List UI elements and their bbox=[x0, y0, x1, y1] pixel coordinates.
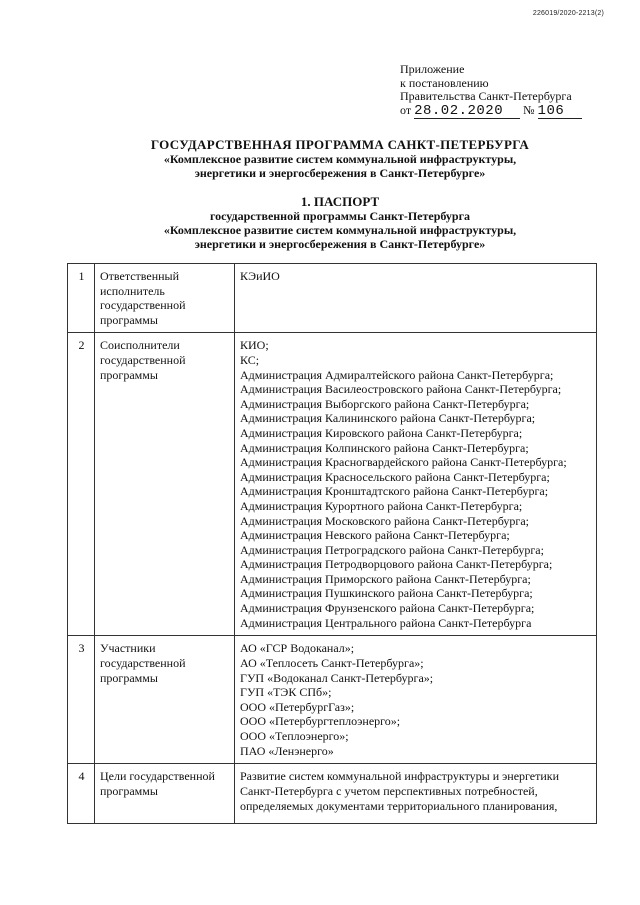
value-line: Администрация Калининского района Санкт-Петербурга; bbox=[240, 411, 536, 426]
passport-heading: 1. ПАСПОРТ bbox=[300, 194, 380, 209]
annex-number: 106 bbox=[537, 102, 565, 119]
program-title-sub-1: «Комплексное развитие систем коммунальной инфраструктуры, bbox=[163, 152, 517, 166]
annex-line-2: к постановлению bbox=[400, 75, 489, 90]
value-line: КИО; bbox=[240, 338, 269, 353]
table-row bbox=[68, 764, 597, 824]
passport-sub-2: «Комплексное развитие систем коммунальной инфраструктуры, bbox=[163, 223, 517, 237]
annex-date-row bbox=[400, 104, 582, 119]
row-value bbox=[235, 264, 597, 333]
value-line: Администрация Приморского района Санкт-Петербурга; bbox=[240, 571, 531, 586]
row-label: Цели государственной программы bbox=[95, 764, 235, 824]
program-title-main: ГОСУДАРСТВЕННАЯ ПРОГРАММА САНКТ-ПЕТЕРБУРГА bbox=[150, 137, 530, 152]
value-line: КС; bbox=[240, 352, 260, 367]
annex-date-prefix: от bbox=[400, 102, 412, 117]
document-registration-code: 226019/2020-2213(2) bbox=[532, 10, 604, 17]
row-label: Участники государственной программы bbox=[95, 636, 235, 764]
value-line: ООО «Теплоэнерго»; bbox=[240, 728, 349, 743]
row-label: Соисполнители государственной программы bbox=[95, 333, 235, 636]
value-line: Администрация Кировского района Санкт-Петербурга; bbox=[240, 425, 523, 440]
value-line: Администрация Красносельского района Санкт-Петербурга; bbox=[240, 469, 550, 484]
value-line: ООО «Петербургтеплоэнерго»; bbox=[240, 714, 401, 729]
value-line: Администрация Центрального района Санкт-Петербурга bbox=[240, 615, 532, 630]
value-line: Администрация Петродворцового района Санкт-Петербурга; bbox=[240, 557, 553, 572]
value-line: ГУП «ТЭК СПб»; bbox=[240, 685, 332, 700]
value-line: Администрация Московского района Санкт-Петербурга; bbox=[240, 513, 529, 528]
value-line: Администрация Василеостровского района Санкт-Петербурга; bbox=[240, 382, 562, 397]
annex-line-3: Правительства Санкт-Петербурга bbox=[400, 89, 572, 103]
row-label: Ответственный исполнитель государственной программы bbox=[95, 264, 235, 333]
passport-sub-3: энергетики и энергосбережения в Санкт-Петербурге» bbox=[194, 237, 486, 251]
annex-date: 28.02.2020 bbox=[414, 102, 504, 119]
value-line: Администрация Адмиралтейского района Санкт-Петербурга; bbox=[240, 367, 554, 382]
value-line: АО «ГСР Водоканал»; bbox=[240, 641, 355, 656]
annex-number-prefix: № bbox=[523, 102, 535, 117]
annex-line-1: Приложение bbox=[400, 62, 465, 76]
program-title-sub-2: энергетики и энергосбережения в Санкт-Петербурге» bbox=[194, 166, 486, 180]
table-row bbox=[68, 636, 597, 764]
row-number: 2 bbox=[68, 333, 95, 636]
row-number: 4 bbox=[68, 764, 95, 824]
value-line: Развитие систем коммунальной инфраструктуры и энергетики bbox=[240, 769, 560, 784]
value-line: Администрация Невского района Санкт-Петербурга; bbox=[240, 528, 510, 543]
value-line: Администрация Кронштадтского района Санкт-Петербурга; bbox=[240, 484, 549, 499]
value-line: Санкт-Петербурга с учетом перспективных потребностей, bbox=[240, 783, 538, 798]
passport-table bbox=[67, 263, 597, 824]
row-value bbox=[235, 636, 597, 764]
passport-sub-1: государственной программы Санкт-Петербурга bbox=[209, 209, 471, 223]
row-value bbox=[235, 764, 597, 824]
row-number: 1 bbox=[68, 264, 95, 333]
program-title bbox=[100, 138, 580, 180]
annex-block bbox=[400, 63, 582, 119]
value-line: определяемых документами территориального планирования, bbox=[240, 798, 558, 813]
passport-title bbox=[100, 195, 580, 251]
value-line: Администрация Фрунзенского района Санкт-Петербурга; bbox=[240, 601, 535, 616]
value-line: ГУП «Водоканал Санкт-Петербурга»; bbox=[240, 670, 434, 685]
value-line: Администрация Петроградского района Санкт-Петербурга; bbox=[240, 542, 544, 557]
table-row bbox=[68, 264, 597, 333]
value-line: Администрация Пушкинского района Санкт-Петербурга; bbox=[240, 586, 533, 601]
table-row bbox=[68, 333, 597, 636]
row-number: 3 bbox=[68, 636, 95, 764]
value-line: КЭиИО bbox=[240, 269, 280, 283]
value-line: ПАО «Ленэнерго» bbox=[240, 743, 334, 758]
value-line: ООО «ПетербургГаз»; bbox=[240, 699, 355, 714]
value-line: Администрация Красногвардейского района Санкт-Петербурга; bbox=[240, 455, 567, 470]
value-line: Администрация Курортного района Санкт-Петербурга; bbox=[240, 498, 523, 513]
value-line: Администрация Выборгского района Санкт-Петербурга; bbox=[240, 396, 530, 411]
row-value bbox=[235, 333, 597, 636]
value-line: Администрация Колпинского района Санкт-Петербурга; bbox=[240, 440, 529, 455]
value-line: АО «Теплосеть Санкт-Петербурга»; bbox=[240, 655, 424, 670]
